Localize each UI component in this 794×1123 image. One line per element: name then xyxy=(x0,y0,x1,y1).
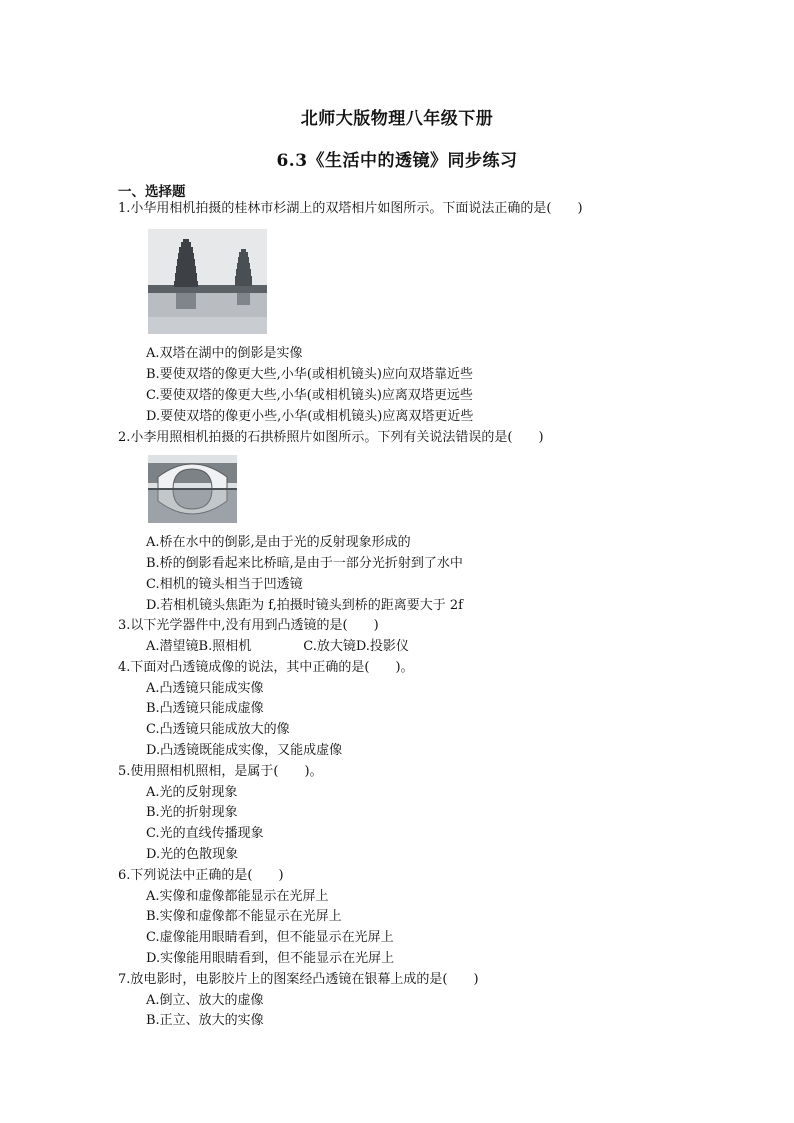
question-7-stem: 7.放电影时，电影胶片上的图案经凸透镜在银幕上成的是( ) xyxy=(118,972,479,987)
question-4-option-d: D.凸透镜既能成实像，又能成虚像 xyxy=(146,743,343,758)
question-1-option-d: D.要使双塔的像更小些,小华(或相机镜头)应离双塔更近些 xyxy=(146,409,474,424)
question-6-option-b: B.实像和虚像都不能显示在光屏上 xyxy=(146,909,342,924)
question-5-stem: 5.使用照相机照相，是属于( )。 xyxy=(118,764,323,779)
question-6-option-c: C.虚像能用眼睛看到，但不能显示在光屏上 xyxy=(146,930,394,945)
question-2-option-c: C.相机的镜头相当于凹透镜 xyxy=(146,577,303,592)
section-heading: 一、选择题 xyxy=(118,184,186,200)
question-3-stem: 3.以下光学器件中,没有用到凸透镜的是( ) xyxy=(118,618,379,633)
question-2-stem: 2.小李用照相机拍摄的石拱桥照片如图所示。下列有关说法错误的是( ) xyxy=(118,430,544,445)
question-5-option-a: A.光的反射现象 xyxy=(146,785,238,800)
question-4-option-c: C.凸透镜只能成放大的像 xyxy=(146,722,290,737)
question-4-option-b: B.凸透镜只能成虚像 xyxy=(146,701,264,716)
question-4-option-a: A.凸透镜只能成实像 xyxy=(146,681,264,696)
page-title: 北师大版物理八年级下册 xyxy=(300,109,494,129)
question-1-stem: 1.小华用相机拍摄的桂林市杉湖上的双塔相片如图所示。下面说法正确的是( ) xyxy=(118,201,583,216)
page-subtitle: 6.3《生活中的透镜》同步练习 xyxy=(276,151,518,171)
question-1-option-c: C.要使双塔的像更大些,小华(或相机镜头)应离双塔更远些 xyxy=(146,388,473,403)
question-1-option-b: B.要使双塔的像更大些,小华(或相机镜头)应向双塔靠近些 xyxy=(146,367,473,382)
question-2-option-a: A.桥在水中的倒影,是由于光的反射现象形成的 xyxy=(146,535,411,550)
question-4-stem: 4.下面对凸透镜成像的说法，其中正确的是( )。 xyxy=(118,660,414,675)
question-3-options xyxy=(146,638,409,656)
question-6-option-d: D.实像能用眼睛看到，但不能显示在光屏上 xyxy=(146,951,395,966)
question-5-option-c: C.光的直线传播现象 xyxy=(146,826,264,841)
question-7-option-b: B.正立、放大的实像 xyxy=(146,1013,264,1028)
question-3-option-d: D.投影仪 xyxy=(355,639,409,654)
question-7-option-a: A.倒立、放大的虚像 xyxy=(146,993,264,1008)
stone-arch-bridge-photo xyxy=(148,455,237,523)
question-3-option-c: C.放大镜 xyxy=(303,639,356,654)
question-3-option-a: A.潜望镜 xyxy=(146,639,199,654)
question-6-stem: 6.下列说法中正确的是( ) xyxy=(118,868,284,883)
question-1-option-a: A.双塔在湖中的倒影是实像 xyxy=(146,346,303,361)
twin-pagoda-photo xyxy=(148,229,267,334)
question-2-option-d: D.若相机镜头焦距为 f,拍摄时镜头到桥的距离要大于 2f xyxy=(146,598,463,613)
question-5-option-d: D.光的色散现象 xyxy=(146,847,239,862)
question-2-option-b: B.桥的倒影看起来比桥暗,是由于一部分光折射到了水中 xyxy=(146,556,463,571)
question-3-option-b: B.照相机 xyxy=(198,639,252,654)
question-5-option-b: B.光的折射现象 xyxy=(146,805,238,820)
question-6-option-a: A.实像和虚像都能显示在光屏上 xyxy=(146,889,329,904)
